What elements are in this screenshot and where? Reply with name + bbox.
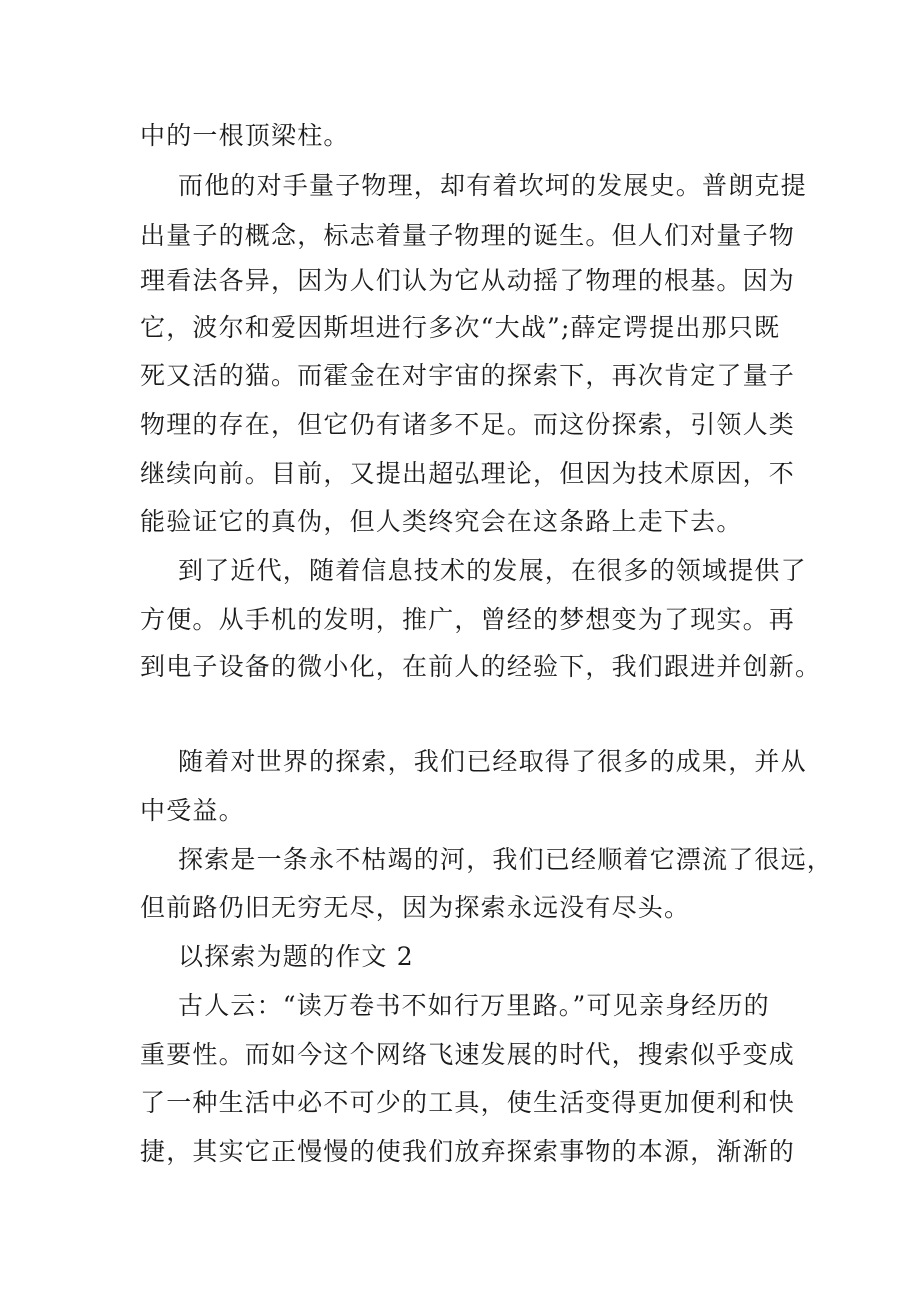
text-line: 到电子设备的微小化，在前人的经验下，我们跟进并创新。	[140, 652, 822, 681]
text-line: 出量子的概念，标志着量子物理的诞生。但人们对量子物	[140, 221, 796, 250]
text-line: 但前路仍旧无穷无尽，因为探索永远没有尽头。	[140, 893, 691, 922]
text-line: 物理的存在，但它仍有诸多不足。而这份探索，引领人类	[140, 410, 796, 439]
text-line: 而他的对手量子物理，却有着坎坷的发展史。普朗克提	[178, 171, 807, 200]
text-line: 能验证它的真伪，但人类终究会在这条路上走下去。	[140, 507, 743, 536]
text-line: 了一种生活中必不可少的工具，使生活变得更加便利和快	[140, 1088, 796, 1117]
text-line: 中受益。	[140, 796, 245, 825]
section-heading: 以探索为题的作文 2	[178, 942, 414, 971]
text-line: 死又活的猫。而霍金在对宇宙的探索下，再次肯定了量子	[140, 361, 796, 390]
text-line: 方便。从手机的发明，推广，曾经的梦想变为了现实。再	[140, 605, 796, 634]
text-line: 捷，其实它正慢慢的使我们放弃探索事物的本源，渐渐的	[140, 1137, 796, 1166]
text-line: 探索是一条永不枯竭的河，我们已经顺着它漂流了很远，	[178, 845, 834, 874]
text-line: 中的一根顶梁柱。	[140, 121, 350, 150]
text-line: 它，波尔和爱因斯坦进行多次“大战”;薛定谔提出那只既	[140, 313, 781, 342]
text-line: 古人云：“读万卷书不如行万里路。”可见亲身经历的	[178, 991, 770, 1020]
text-line: 继续向前。目前，又提出超弘理论，但因为技术原因，不	[140, 459, 796, 488]
text-line: 到了近代，随着信息技术的发展，在很多的领域提供了	[178, 556, 807, 585]
text-line: 随着对世界的探索，我们已经取得了很多的成果，并从	[178, 747, 807, 776]
text-line: 理看法各异，因为人们认为它从动摇了物理的根基。因为	[140, 266, 796, 295]
text-line: 重要性。而如今这个网络飞速发展的时代，搜索似乎变成	[140, 1040, 796, 1069]
